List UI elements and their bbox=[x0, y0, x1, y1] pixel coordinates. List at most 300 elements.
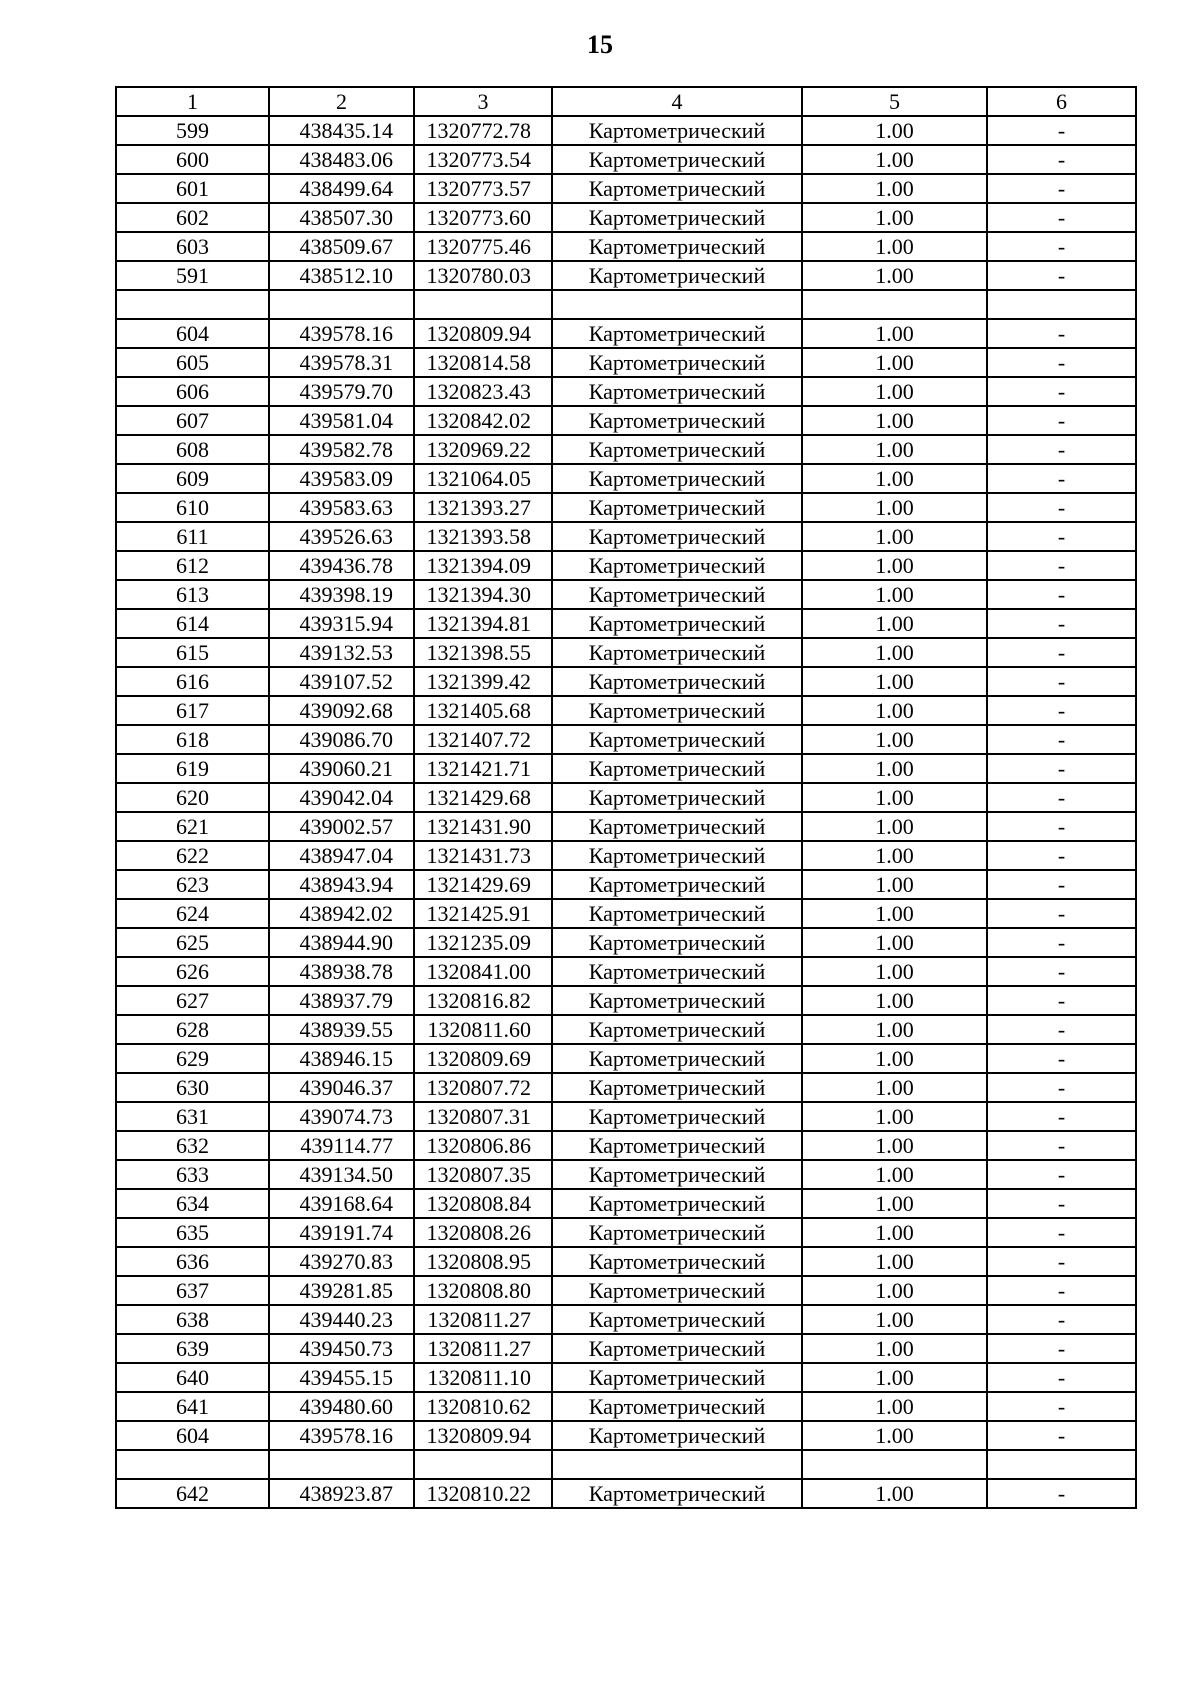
table-row bbox=[116, 609, 1136, 638]
y-coordinate-cell: 1320841.00 bbox=[414, 957, 552, 986]
y-coordinate-cell: 1320810.22 bbox=[414, 1479, 552, 1508]
y-coordinate-cell bbox=[414, 1450, 552, 1479]
y-coordinate-cell: 1321431.73 bbox=[414, 841, 552, 870]
table-row bbox=[116, 232, 1136, 261]
method-cell: Картометрический bbox=[552, 725, 802, 754]
point-number-cell: 612 bbox=[116, 551, 269, 580]
accuracy-cell: 1.00 bbox=[802, 1044, 987, 1073]
header-cell-2: 2 bbox=[269, 87, 414, 116]
method-cell: Картометрический bbox=[552, 609, 802, 638]
description-cell: - bbox=[987, 464, 1136, 493]
description-cell: - bbox=[987, 1160, 1136, 1189]
x-coordinate-cell: 439455.15 bbox=[269, 1363, 414, 1392]
x-coordinate-cell: 439270.83 bbox=[269, 1247, 414, 1276]
accuracy-cell: 1.00 bbox=[802, 1479, 987, 1508]
description-cell: - bbox=[987, 783, 1136, 812]
table-row bbox=[116, 1450, 1136, 1479]
accuracy-cell: 1.00 bbox=[802, 1160, 987, 1189]
point-number-cell: 635 bbox=[116, 1218, 269, 1247]
method-cell: Картометрический bbox=[552, 261, 802, 290]
y-coordinate-cell: 1320807.72 bbox=[414, 1073, 552, 1102]
header-cell-1: 1 bbox=[116, 87, 269, 116]
point-number-cell: 619 bbox=[116, 754, 269, 783]
description-cell: - bbox=[987, 348, 1136, 377]
y-coordinate-cell: 1320808.26 bbox=[414, 1218, 552, 1247]
table-row bbox=[116, 580, 1136, 609]
accuracy-cell: 1.00 bbox=[802, 609, 987, 638]
method-cell: Картометрический bbox=[552, 203, 802, 232]
description-cell: - bbox=[987, 580, 1136, 609]
method-cell: Картометрический bbox=[552, 928, 802, 957]
point-number-cell: 613 bbox=[116, 580, 269, 609]
accuracy-cell: 1.00 bbox=[802, 1015, 987, 1044]
description-cell: - bbox=[987, 899, 1136, 928]
accuracy-cell: 1.00 bbox=[802, 551, 987, 580]
table-row bbox=[116, 928, 1136, 957]
description-cell: - bbox=[987, 145, 1136, 174]
point-number-cell: 639 bbox=[116, 1334, 269, 1363]
y-coordinate-cell: 1320806.86 bbox=[414, 1131, 552, 1160]
table-row bbox=[116, 725, 1136, 754]
accuracy-cell: 1.00 bbox=[802, 667, 987, 696]
x-coordinate-cell: 439281.85 bbox=[269, 1276, 414, 1305]
accuracy-cell: 1.00 bbox=[802, 957, 987, 986]
x-coordinate-cell: 439583.63 bbox=[269, 493, 414, 522]
point-number-cell: 632 bbox=[116, 1131, 269, 1160]
point-number-cell: 602 bbox=[116, 203, 269, 232]
method-cell: Картометрический bbox=[552, 1044, 802, 1073]
method-cell: Картометрический bbox=[552, 174, 802, 203]
method-cell: Картометрический bbox=[552, 551, 802, 580]
y-coordinate-cell: 1320772.78 bbox=[414, 116, 552, 145]
table-row bbox=[116, 348, 1136, 377]
table-row bbox=[116, 551, 1136, 580]
y-coordinate-cell: 1321064.05 bbox=[414, 464, 552, 493]
method-cell: Картометрический bbox=[552, 232, 802, 261]
description-cell: - bbox=[987, 1044, 1136, 1073]
x-coordinate-cell: 439086.70 bbox=[269, 725, 414, 754]
point-number-cell: 610 bbox=[116, 493, 269, 522]
x-coordinate-cell bbox=[269, 1450, 414, 1479]
table-row bbox=[116, 1131, 1136, 1160]
x-coordinate-cell: 439074.73 bbox=[269, 1102, 414, 1131]
x-coordinate-cell: 439581.04 bbox=[269, 406, 414, 435]
y-coordinate-cell: 1320969.22 bbox=[414, 435, 552, 464]
x-coordinate-cell: 439168.64 bbox=[269, 1189, 414, 1218]
y-coordinate-cell: 1320823.43 bbox=[414, 377, 552, 406]
point-number-cell: 607 bbox=[116, 406, 269, 435]
accuracy-cell: 1.00 bbox=[802, 638, 987, 667]
x-coordinate-cell: 438942.02 bbox=[269, 899, 414, 928]
point-number-cell: 638 bbox=[116, 1305, 269, 1334]
x-coordinate-cell: 439578.16 bbox=[269, 319, 414, 348]
table-row bbox=[116, 1305, 1136, 1334]
y-coordinate-cell: 1320807.35 bbox=[414, 1160, 552, 1189]
y-coordinate-cell: 1321429.69 bbox=[414, 870, 552, 899]
table-row bbox=[116, 377, 1136, 406]
method-cell: Картометрический bbox=[552, 1479, 802, 1508]
method-cell: Картометрический bbox=[552, 899, 802, 928]
table-row bbox=[116, 145, 1136, 174]
method-cell: Картометрический bbox=[552, 957, 802, 986]
description-cell: - bbox=[987, 928, 1136, 957]
y-coordinate-cell: 1320807.31 bbox=[414, 1102, 552, 1131]
point-number-cell: 611 bbox=[116, 522, 269, 551]
method-cell: Картометрический bbox=[552, 1131, 802, 1160]
method-cell: Картометрический bbox=[552, 1218, 802, 1247]
accuracy-cell: 1.00 bbox=[802, 348, 987, 377]
table-row bbox=[116, 1479, 1136, 1508]
method-cell: Картометрический bbox=[552, 667, 802, 696]
method-cell bbox=[552, 290, 802, 319]
accuracy-cell: 1.00 bbox=[802, 1131, 987, 1160]
description-cell: - bbox=[987, 1276, 1136, 1305]
point-number-cell: 608 bbox=[116, 435, 269, 464]
method-cell: Картометрический bbox=[552, 377, 802, 406]
page-number: 15 bbox=[587, 30, 613, 59]
point-number-cell: 603 bbox=[116, 232, 269, 261]
x-coordinate-cell: 439042.04 bbox=[269, 783, 414, 812]
y-coordinate-cell: 1321399.42 bbox=[414, 667, 552, 696]
point-number-cell: 625 bbox=[116, 928, 269, 957]
method-cell: Картометрический bbox=[552, 986, 802, 1015]
x-coordinate-cell: 439480.60 bbox=[269, 1392, 414, 1421]
accuracy-cell: 1.00 bbox=[802, 986, 987, 1015]
x-coordinate-cell: 439582.78 bbox=[269, 435, 414, 464]
point-number-cell: 621 bbox=[116, 812, 269, 841]
table-row bbox=[116, 116, 1136, 145]
method-cell: Картометрический bbox=[552, 348, 802, 377]
x-coordinate-cell: 439134.50 bbox=[269, 1160, 414, 1189]
accuracy-cell: 1.00 bbox=[802, 812, 987, 841]
y-coordinate-cell: 1320773.54 bbox=[414, 145, 552, 174]
y-coordinate-cell: 1320809.69 bbox=[414, 1044, 552, 1073]
coordinates-table bbox=[115, 86, 1137, 1509]
x-coordinate-cell: 439583.09 bbox=[269, 464, 414, 493]
y-coordinate-cell: 1320775.46 bbox=[414, 232, 552, 261]
description-cell: - bbox=[987, 377, 1136, 406]
point-number-cell: 642 bbox=[116, 1479, 269, 1508]
x-coordinate-cell: 439060.21 bbox=[269, 754, 414, 783]
method-cell: Картометрический bbox=[552, 812, 802, 841]
description-cell: - bbox=[987, 1363, 1136, 1392]
description-cell: - bbox=[987, 116, 1136, 145]
accuracy-cell: 1.00 bbox=[802, 696, 987, 725]
y-coordinate-cell: 1320780.03 bbox=[414, 261, 552, 290]
description-cell: - bbox=[987, 551, 1136, 580]
y-coordinate-cell: 1321429.68 bbox=[414, 783, 552, 812]
accuracy-cell: 1.00 bbox=[802, 841, 987, 870]
point-number-cell: 617 bbox=[116, 696, 269, 725]
x-coordinate-cell: 438939.55 bbox=[269, 1015, 414, 1044]
x-coordinate-cell: 438509.67 bbox=[269, 232, 414, 261]
description-cell: - bbox=[987, 203, 1136, 232]
point-number-cell: 628 bbox=[116, 1015, 269, 1044]
x-coordinate-cell: 438946.15 bbox=[269, 1044, 414, 1073]
header-cell-6: 6 bbox=[987, 87, 1136, 116]
table-row bbox=[116, 1421, 1136, 1450]
method-cell: Картометрический bbox=[552, 1276, 802, 1305]
y-coordinate-cell: 1321394.09 bbox=[414, 551, 552, 580]
table-row bbox=[116, 1218, 1136, 1247]
x-coordinate-cell: 438499.64 bbox=[269, 174, 414, 203]
table-row bbox=[116, 1392, 1136, 1421]
x-coordinate-cell: 438923.87 bbox=[269, 1479, 414, 1508]
description-cell: - bbox=[987, 493, 1136, 522]
y-coordinate-cell: 1320814.58 bbox=[414, 348, 552, 377]
accuracy-cell: 1.00 bbox=[802, 203, 987, 232]
header-cell-3: 3 bbox=[414, 87, 552, 116]
point-number-cell: 620 bbox=[116, 783, 269, 812]
accuracy-cell: 1.00 bbox=[802, 899, 987, 928]
point-number-cell: 591 bbox=[116, 261, 269, 290]
x-coordinate-cell: 439526.63 bbox=[269, 522, 414, 551]
table-row bbox=[116, 667, 1136, 696]
method-cell: Картометрический bbox=[552, 1421, 802, 1450]
y-coordinate-cell: 1321235.09 bbox=[414, 928, 552, 957]
y-coordinate-cell: 1320809.94 bbox=[414, 319, 552, 348]
x-coordinate-cell: 438512.10 bbox=[269, 261, 414, 290]
table-row bbox=[116, 174, 1136, 203]
x-coordinate-cell: 439578.31 bbox=[269, 348, 414, 377]
point-number-cell: 626 bbox=[116, 957, 269, 986]
table-row bbox=[116, 1160, 1136, 1189]
point-number-cell: 604 bbox=[116, 1421, 269, 1450]
point-number-cell: 600 bbox=[116, 145, 269, 174]
y-coordinate-cell: 1320773.57 bbox=[414, 174, 552, 203]
accuracy-cell: 1.00 bbox=[802, 580, 987, 609]
table-row bbox=[116, 957, 1136, 986]
method-cell: Картометрический bbox=[552, 1073, 802, 1102]
y-coordinate-cell: 1320808.95 bbox=[414, 1247, 552, 1276]
table-row bbox=[116, 290, 1136, 319]
description-cell bbox=[987, 1450, 1136, 1479]
point-number-cell: 637 bbox=[116, 1276, 269, 1305]
description-cell: - bbox=[987, 1015, 1136, 1044]
method-cell: Картометрический bbox=[552, 1392, 802, 1421]
description-cell: - bbox=[987, 1189, 1136, 1218]
description-cell: - bbox=[987, 957, 1136, 986]
method-cell: Картометрический bbox=[552, 1334, 802, 1363]
accuracy-cell: 1.00 bbox=[802, 1334, 987, 1363]
description-cell: - bbox=[987, 319, 1136, 348]
method-cell: Картометрический bbox=[552, 580, 802, 609]
point-number-cell bbox=[116, 1450, 269, 1479]
x-coordinate-cell: 438938.78 bbox=[269, 957, 414, 986]
y-coordinate-cell: 1320842.02 bbox=[414, 406, 552, 435]
table-row bbox=[116, 261, 1136, 290]
x-coordinate-cell: 438435.14 bbox=[269, 116, 414, 145]
x-coordinate-cell: 439132.53 bbox=[269, 638, 414, 667]
point-number-cell: 631 bbox=[116, 1102, 269, 1131]
description-cell: - bbox=[987, 1334, 1136, 1363]
point-number-cell: 640 bbox=[116, 1363, 269, 1392]
y-coordinate-cell bbox=[414, 290, 552, 319]
point-number-cell: 636 bbox=[116, 1247, 269, 1276]
header-cell-5: 5 bbox=[802, 87, 987, 116]
method-cell: Картометрический bbox=[552, 841, 802, 870]
table-row bbox=[116, 783, 1136, 812]
method-cell: Картометрический bbox=[552, 319, 802, 348]
y-coordinate-cell: 1320816.82 bbox=[414, 986, 552, 1015]
accuracy-cell: 1.00 bbox=[802, 435, 987, 464]
accuracy-cell: 1.00 bbox=[802, 783, 987, 812]
table-row bbox=[116, 1189, 1136, 1218]
x-coordinate-cell: 439440.23 bbox=[269, 1305, 414, 1334]
point-number-cell: 630 bbox=[116, 1073, 269, 1102]
accuracy-cell: 1.00 bbox=[802, 1421, 987, 1450]
method-cell: Картометрический bbox=[552, 1015, 802, 1044]
y-coordinate-cell: 1320808.80 bbox=[414, 1276, 552, 1305]
y-coordinate-cell: 1320809.94 bbox=[414, 1421, 552, 1450]
accuracy-cell: 1.00 bbox=[802, 1363, 987, 1392]
x-coordinate-cell: 439114.77 bbox=[269, 1131, 414, 1160]
method-cell: Картометрический bbox=[552, 754, 802, 783]
point-number-cell: 609 bbox=[116, 464, 269, 493]
description-cell: - bbox=[987, 1073, 1136, 1102]
table-row bbox=[116, 493, 1136, 522]
description-cell: - bbox=[987, 1131, 1136, 1160]
accuracy-cell: 1.00 bbox=[802, 1218, 987, 1247]
accuracy-cell: 1.00 bbox=[802, 1189, 987, 1218]
table-row bbox=[116, 986, 1136, 1015]
x-coordinate-cell: 439002.57 bbox=[269, 812, 414, 841]
description-cell: - bbox=[987, 754, 1136, 783]
point-number-cell: 601 bbox=[116, 174, 269, 203]
description-cell: - bbox=[987, 725, 1136, 754]
x-coordinate-cell: 439450.73 bbox=[269, 1334, 414, 1363]
description-cell: - bbox=[987, 1305, 1136, 1334]
x-coordinate-cell: 438943.94 bbox=[269, 870, 414, 899]
table-row bbox=[116, 1363, 1136, 1392]
table-row bbox=[116, 435, 1136, 464]
point-number-cell: 634 bbox=[116, 1189, 269, 1218]
accuracy-cell: 1.00 bbox=[802, 1102, 987, 1131]
method-cell: Картометрический bbox=[552, 696, 802, 725]
accuracy-cell: 1.00 bbox=[802, 377, 987, 406]
method-cell: Картометрический bbox=[552, 435, 802, 464]
accuracy-cell: 1.00 bbox=[802, 1276, 987, 1305]
point-number-cell: 604 bbox=[116, 319, 269, 348]
description-cell: - bbox=[987, 1247, 1136, 1276]
method-cell: Картометрический bbox=[552, 493, 802, 522]
description-cell: - bbox=[987, 667, 1136, 696]
table-row bbox=[116, 522, 1136, 551]
x-coordinate-cell: 438507.30 bbox=[269, 203, 414, 232]
y-coordinate-cell: 1321393.58 bbox=[414, 522, 552, 551]
method-cell: Картометрический bbox=[552, 1160, 802, 1189]
y-coordinate-cell: 1321394.81 bbox=[414, 609, 552, 638]
method-cell: Картометрический bbox=[552, 1363, 802, 1392]
accuracy-cell: 1.00 bbox=[802, 1305, 987, 1334]
point-number-cell: 627 bbox=[116, 986, 269, 1015]
table-row bbox=[116, 464, 1136, 493]
description-cell: - bbox=[987, 1392, 1136, 1421]
table-row bbox=[116, 1015, 1136, 1044]
y-coordinate-cell: 1320773.60 bbox=[414, 203, 552, 232]
x-coordinate-cell: 438944.90 bbox=[269, 928, 414, 957]
x-coordinate-cell: 439578.16 bbox=[269, 1421, 414, 1450]
point-number-cell: 633 bbox=[116, 1160, 269, 1189]
x-coordinate-cell: 439046.37 bbox=[269, 1073, 414, 1102]
description-cell: - bbox=[987, 261, 1136, 290]
table-row bbox=[116, 870, 1136, 899]
method-cell: Картометрический bbox=[552, 116, 802, 145]
description-cell: - bbox=[987, 406, 1136, 435]
accuracy-cell: 1.00 bbox=[802, 319, 987, 348]
y-coordinate-cell: 1321394.30 bbox=[414, 580, 552, 609]
method-cell: Картометрический bbox=[552, 145, 802, 174]
x-coordinate-cell: 439436.78 bbox=[269, 551, 414, 580]
description-cell: - bbox=[987, 841, 1136, 870]
accuracy-cell: 1.00 bbox=[802, 406, 987, 435]
x-coordinate-cell: 439191.74 bbox=[269, 1218, 414, 1247]
description-cell: - bbox=[987, 522, 1136, 551]
accuracy-cell: 1.00 bbox=[802, 1073, 987, 1102]
description-cell bbox=[987, 290, 1136, 319]
y-coordinate-cell: 1320811.27 bbox=[414, 1305, 552, 1334]
accuracy-cell: 1.00 bbox=[802, 145, 987, 174]
point-number-cell: 615 bbox=[116, 638, 269, 667]
point-number-cell: 618 bbox=[116, 725, 269, 754]
accuracy-cell: 1.00 bbox=[802, 464, 987, 493]
description-cell: - bbox=[987, 174, 1136, 203]
point-number-cell: 605 bbox=[116, 348, 269, 377]
table-row bbox=[116, 696, 1136, 725]
accuracy-cell: 1.00 bbox=[802, 870, 987, 899]
description-cell: - bbox=[987, 232, 1136, 261]
x-coordinate-cell: 438947.04 bbox=[269, 841, 414, 870]
method-cell: Картометрический bbox=[552, 1305, 802, 1334]
method-cell: Картометрический bbox=[552, 522, 802, 551]
table-header-row bbox=[116, 87, 1136, 116]
table-row bbox=[116, 1276, 1136, 1305]
accuracy-cell: 1.00 bbox=[802, 928, 987, 957]
method-cell: Картометрический bbox=[552, 1102, 802, 1131]
x-coordinate-cell: 439315.94 bbox=[269, 609, 414, 638]
table-row bbox=[116, 1334, 1136, 1363]
accuracy-cell bbox=[802, 1450, 987, 1479]
y-coordinate-cell: 1321393.27 bbox=[414, 493, 552, 522]
method-cell: Картометрический bbox=[552, 406, 802, 435]
table-row bbox=[116, 638, 1136, 667]
point-number-cell: 599 bbox=[116, 116, 269, 145]
point-number-cell: 623 bbox=[116, 870, 269, 899]
x-coordinate-cell: 439107.52 bbox=[269, 667, 414, 696]
point-number-cell: 606 bbox=[116, 377, 269, 406]
method-cell: Картометрический bbox=[552, 638, 802, 667]
y-coordinate-cell: 1321431.90 bbox=[414, 812, 552, 841]
accuracy-cell: 1.00 bbox=[802, 754, 987, 783]
point-number-cell bbox=[116, 290, 269, 319]
method-cell: Картометрический bbox=[552, 783, 802, 812]
y-coordinate-cell: 1320810.62 bbox=[414, 1392, 552, 1421]
x-coordinate-cell: 438483.06 bbox=[269, 145, 414, 174]
y-coordinate-cell: 1321421.71 bbox=[414, 754, 552, 783]
point-number-cell: 614 bbox=[116, 609, 269, 638]
accuracy-cell: 1.00 bbox=[802, 174, 987, 203]
description-cell: - bbox=[987, 1421, 1136, 1450]
x-coordinate-cell bbox=[269, 290, 414, 319]
accuracy-cell: 1.00 bbox=[802, 522, 987, 551]
table-row bbox=[116, 1073, 1136, 1102]
accuracy-cell: 1.00 bbox=[802, 493, 987, 522]
table-row bbox=[116, 203, 1136, 232]
accuracy-cell: 1.00 bbox=[802, 116, 987, 145]
method-cell: Картометрический bbox=[552, 1189, 802, 1218]
table-row bbox=[116, 841, 1136, 870]
table-row bbox=[116, 899, 1136, 928]
